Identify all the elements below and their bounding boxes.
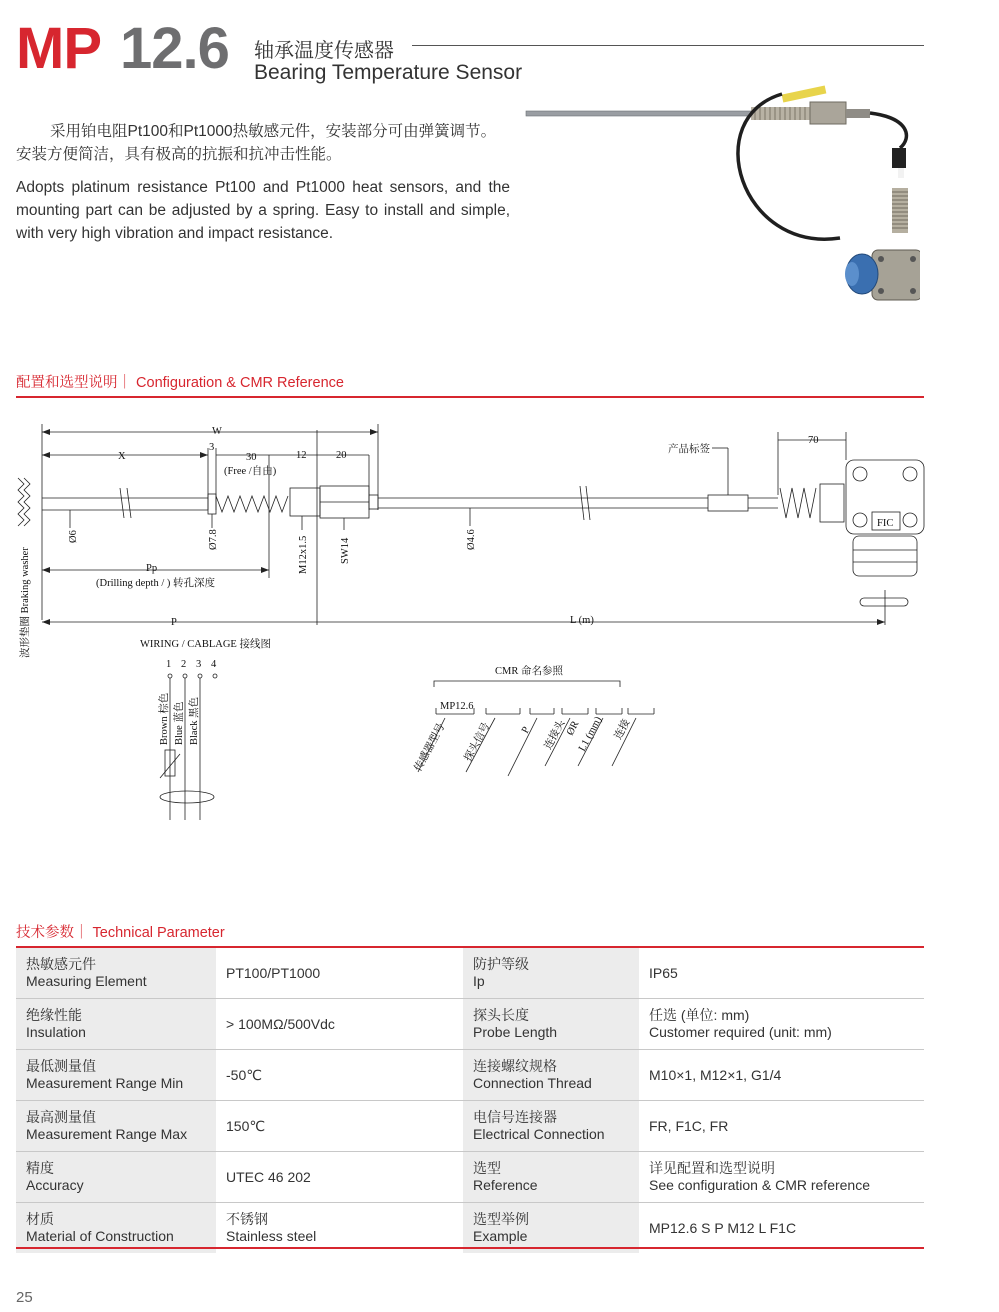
pin-4: 4 [211,659,217,670]
config-section-rule [16,396,924,398]
dim-3: 3 [209,442,215,453]
param-label-text: Accuracy [26,1177,84,1193]
dim-o78: Ø7.8 [208,529,219,550]
param-label-text: 材质 [26,1211,54,1227]
param-label [463,1050,639,1101]
probe-fitting [846,109,870,118]
page-number: 25 [16,1289,33,1306]
param-label-text: Material of Construction [26,1228,174,1244]
dim-12: 12 [296,450,307,461]
param-label-text: 选型 [473,1160,501,1176]
intro-text-en: Adopts platinum resistance Pt100 and Pt1000 heat sensors, and the mounting part can be adjusted by a spring. Easy to install and simple, with very high vibration and impact resistance. [16,179,510,242]
param-value-text: PT100/PT1000 [226,964,321,981]
dim-m12: M12x1.5 [298,535,309,574]
param-label-text: Probe Length [473,1024,558,1040]
dim-x: X [118,451,126,462]
drilling-depth-label: (Drilling depth / ) 转孔深度 [96,578,215,589]
tech-table-bottom-rule [16,1247,924,1249]
param-value-text: 详见配置和选型说明 [649,1160,775,1176]
param-value [639,1101,924,1152]
param-value [639,999,924,1050]
dim-70: 70 [808,435,819,446]
cmr-code: MP12.6 [440,701,474,712]
cmr-field-probe-signal: 探头信号 [462,721,493,764]
pin-1: 1 [166,659,172,670]
param-label-text: Connection Thread [473,1075,592,1091]
wire-brown: Brown 棕色 [159,692,170,745]
wire-black: Black 黑色 [189,696,200,745]
wiring-title: WIRING / CABLAGE 接线图 [140,639,271,650]
dimension-drawing [0,400,999,820]
dim-free: (Free /自由) [224,466,277,477]
param-label-text: Electrical Connection [473,1126,605,1142]
table-row [16,999,924,1050]
dim-p: P [171,617,177,628]
model-number: 12.6 [120,16,229,81]
param-label-text: 防护等级 [473,956,529,972]
param-value-text: 不锈钢 [226,1211,268,1227]
cmr-field-connection: 连接 [612,717,633,742]
title-divider [412,45,924,46]
param-label-text: 最低测量值 [26,1058,96,1074]
table-row [16,1203,924,1254]
dim-30: 30 [246,452,257,463]
tech-section-title: 技术参数｜ Technical Parameter [16,925,225,941]
param-label-text: 连接螺纹规格 [473,1058,557,1074]
fic-label: FIC [877,518,894,529]
pin-3: 3 [196,659,202,670]
probe-rod [526,111,751,116]
param-label-text: Ip [473,973,485,989]
param-label [463,1152,639,1203]
param-label-text: 探头长度 [473,1007,529,1023]
cmr-field-p: P [519,725,533,736]
page-title-en: Bearing Temperature Sensor [254,61,523,84]
cmr-field-sensor-model: 传感器型号 [412,721,448,774]
table-row [16,1152,924,1203]
cmr-field-connector: 连接头 [542,718,568,752]
param-label [463,1101,639,1152]
param-label-text: 精度 [26,1160,54,1176]
param-label [16,1101,216,1152]
pin-2: 2 [181,659,187,670]
param-label [463,948,639,999]
param-value-text: UTEC 46 202 [226,1168,311,1185]
param-value-text: > 100MΩ/500Vdc [226,1015,335,1032]
table-row [16,948,924,999]
param-value [216,1152,463,1203]
product-photo [520,78,920,338]
param-value [216,1050,463,1101]
param-value-text: FR, F1C, FR [649,1117,729,1134]
param-label [16,1050,216,1101]
intro-text-cn-content: 采用铂电阻Pt100和Pt1000热敏感元件，安装部分可由弹簧调节。安装方便简洁，具有极高的抗振和抗冲击性能。 [16,123,497,163]
brand-logo: MP [16,16,101,81]
param-label [463,1203,639,1254]
param-label [16,948,216,999]
param-value-text: See configuration & CMR reference [649,1177,870,1193]
param-label-text: Measurement Range Min [26,1075,184,1091]
param-label-text: Measurement Range Max [26,1126,188,1142]
dim-sw14: SW14 [340,537,351,564]
table-row [16,1050,924,1101]
param-value-text: -50℃ [226,1066,262,1083]
intro-text-cn [16,120,510,166]
param-label [16,1203,216,1254]
param-label-text: 绝缘性能 [26,1007,82,1023]
param-value-text: Customer required (unit: mm) [649,1024,832,1040]
param-label-text: Reference [473,1177,538,1193]
param-value [639,948,924,999]
dim-o46: Ø4.6 [466,529,477,550]
param-value [216,1101,463,1152]
param-value-text: 任选 (单位: mm) [649,1007,750,1023]
param-value [639,1152,924,1203]
cmr-title: CMR 命名参照 [495,666,563,677]
dim-l: L (m) [570,615,594,626]
tech-param-table [16,948,924,1253]
cmr-field-l1: L1 (mm) [576,715,605,754]
dim-o6: Ø6 [68,530,79,543]
param-value [216,999,463,1050]
connector-spring [892,148,908,233]
param-value-text: M10×1, M12×1, G1/4 [649,1066,782,1083]
dim-w: W [212,426,222,437]
config-section-title: 配置和选型说明｜ Configuration & CMR Reference [16,375,344,391]
param-label-text: 选型举例 [473,1211,529,1227]
label-sleeve [782,86,827,103]
dim-pp: Pp [146,563,158,574]
param-value [216,1203,463,1254]
param-label [16,1152,216,1203]
param-value [639,1203,924,1254]
param-label-text: Measuring Element [26,973,147,989]
page-title-cn: 轴承温度传感器 [254,40,394,62]
param-label-text: Example [473,1228,528,1244]
param-label [463,999,639,1050]
param-label-text: 电信号连接器 [473,1109,557,1125]
param-value [216,948,463,999]
param-label-text: 最高测量值 [26,1109,96,1125]
wire-blue: Blue 蓝色 [174,701,185,745]
dim-20: 20 [336,450,347,461]
param-value-text: 150℃ [226,1117,266,1134]
probe-spring [751,107,811,120]
param-value [639,1050,924,1101]
param-label [16,999,216,1050]
probe-nut [810,102,846,124]
param-label-text: Insulation [26,1024,86,1040]
param-value-text: IP65 [649,964,678,981]
cmr-field-or: ØR [564,719,582,738]
param-value-text: MP12.6 S P M12 L F1C [649,1219,797,1236]
product-label-note: 产品标签 [668,444,710,455]
param-label-text: 热敏感元件 [26,956,96,972]
washer-label: 波形垫圈 Braking washer [20,547,31,658]
param-value-text: Stainless steel [226,1228,317,1244]
table-row [16,1101,924,1152]
